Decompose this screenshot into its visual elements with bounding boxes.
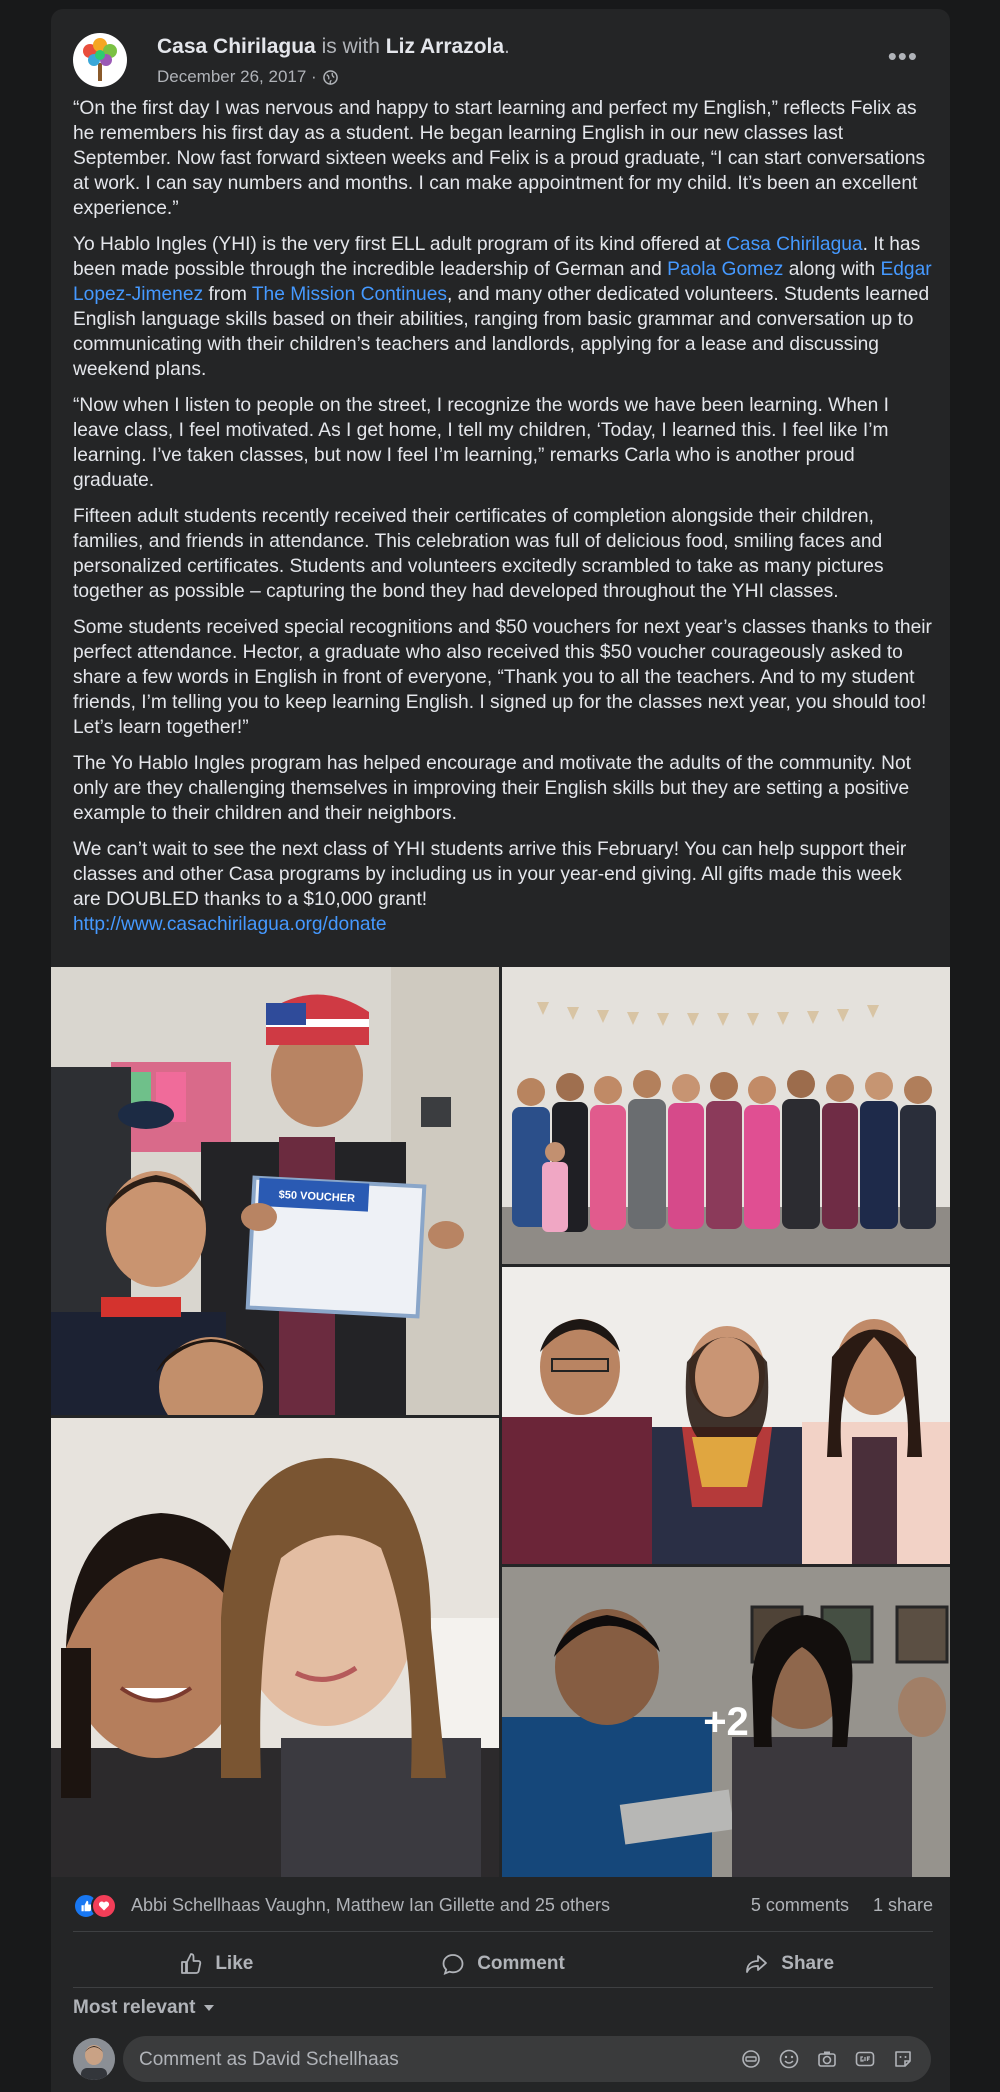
link-edgar-lopez-jimenez[interactable]: Edgar Lopez-Jimenez: [73, 259, 932, 305]
tagged-name[interactable]: Liz Arrazola: [385, 35, 505, 58]
comment-input[interactable]: [123, 2036, 931, 2082]
link-casa-chirilagua[interactable]: Casa Chirilagua: [726, 234, 863, 255]
photo-three-people[interactable]: [502, 1267, 950, 1564]
action-bar: [73, 1937, 933, 1991]
paragraph-3: “Now when I listen to people on the street, I recognize the words we have been learning. When I leave class, I feel motivated. As I get home, I tell my children, ‘Today, I learned this. I feel like I’m learning. I’ve taken classes, but now I feel I’m learning,” remarks Carla who is another proud graduate.: [73, 395, 889, 491]
comments-count[interactable]: 5 comments: [750, 1895, 849, 1915]
emoji-icon[interactable]: [777, 2047, 801, 2071]
photo-group-image: [502, 967, 950, 1264]
link-mission-continues[interactable]: The Mission Continues: [251, 284, 447, 305]
paragraph-1: “On the first day I was nervous and happy to start learning and perfect my English,” reflects Felix as he remembers his first day as a student. He began learning English in our new classes last September. Now fast forward sixteen weeks and Felix is a proud graduate, “I can start conversations at work. I can say numbers and months. I can make appointment for my child. It’s been an excellent experience.”: [73, 98, 926, 219]
comment-sort-dropdown[interactable]: [73, 1997, 215, 2019]
photo-grid: [51, 967, 950, 1877]
post-header: [73, 23, 928, 87]
comment-bubble-icon: [441, 1952, 465, 1976]
love-reaction-icon: [91, 1893, 117, 1919]
photo-three-people-image: [502, 1267, 950, 1564]
likers-text[interactable]: Abbi Schellhaas Vaughn, Matthew Ian Gillette and 25 others: [131, 1895, 610, 1915]
certificate: [248, 1178, 425, 1317]
like-button[interactable]: [73, 1937, 360, 1991]
post-date[interactable]: December 26, 2017 ·: [157, 67, 317, 86]
share-label: Share: [781, 1953, 835, 1974]
camera-icon[interactable]: [815, 2047, 839, 2071]
sort-label: Most relevant: [73, 1997, 196, 2018]
more-photos-count[interactable]: +2: [502, 1567, 950, 1877]
post-text: [73, 96, 933, 948]
caret-down-icon: [203, 2004, 215, 2012]
link-paola-gomez[interactable]: Paola Gomez: [667, 259, 784, 280]
voucher-label: $50 VOUCHER: [278, 1188, 356, 1205]
author-line: Casa Chirilagua is with Liz Arrazola.: [157, 35, 510, 58]
divider: [73, 1931, 933, 1932]
more-options-icon[interactable]: •••: [887, 41, 918, 71]
user-avatar-image: [73, 2038, 115, 2080]
tree-logo-icon: [73, 33, 127, 87]
photo-certificate-image: [51, 967, 499, 1415]
share-arrow-icon: [745, 1952, 769, 1976]
gif-icon[interactable]: [853, 2047, 877, 2071]
page-avatar[interactable]: [73, 33, 127, 87]
photo-two-women-image: [51, 1418, 499, 1877]
share-button[interactable]: [646, 1937, 933, 1991]
photo-more[interactable]: [502, 1567, 950, 1877]
avatar-sticker-icon[interactable]: [739, 2047, 763, 2071]
author-name[interactable]: Casa Chirilagua: [157, 35, 316, 58]
comment-composer: [73, 2034, 933, 2082]
photo-group[interactable]: [502, 967, 950, 1264]
thumbs-up-icon: [179, 1952, 203, 1976]
paragraph-2: Yo Hablo Ingles (YHI) is the very first ELL adult program of its kind offered at Casa Chirilagua. It has been made possible through the incredible leadership of German and Paola Gomez along with Edgar Lopez-Jimenez from The Mission Continues, and many other dedicated volunteers. Students learned English language skills based on their abilities, ranging from basic grammar and conversation up to communicating with their children’s teachers and landlords, applying for a lease and discussing weekend plans.: [73, 234, 932, 380]
photo-two-women[interactable]: [51, 1418, 499, 1877]
composer-icons: [739, 2047, 915, 2071]
paragraph-6: The Yo Hablo Ingles program has helped encourage and motivate the adults of the community. Not only are they challenging themselves in improving their English skills but they are setting a positive example to their children and their neighbors.: [73, 753, 912, 824]
post-meta: [157, 67, 338, 87]
globe-icon: [323, 70, 338, 85]
divider: [73, 1987, 933, 1988]
paragraph-4: Fifteen adult students recently received their certificates of completion alongside their children, families, and friends in attendance. This celebration was full of delicious food, smiling faces and personalized certificates. Students and volunteers excitedly scrambled to take as many pictures together as possible – capturing the bond they had developed throughout the YHI classes.: [73, 506, 884, 602]
like-label: Like: [215, 1953, 254, 1974]
donate-link[interactable]: http://www.casachirilagua.org/donate: [73, 914, 387, 935]
comment-placeholder: Comment as David Schellhaas: [139, 2049, 399, 2070]
shares-count[interactable]: 1 share: [872, 1895, 933, 1915]
reaction-icons[interactable]: [73, 1893, 117, 1917]
with-text: is with: [321, 35, 380, 58]
post-card: [51, 9, 950, 2092]
comment-label: Comment: [477, 1953, 565, 1974]
paragraph-7: We can’t wait to see the next class of YHI students arrive this February! You can help support their classes and other Casa programs by including us in your year-end giving. All gifts made this week are DOUBLED thanks to a $10,000 grant! http://www.casachirilagua.org/donate: [73, 839, 907, 935]
avatar[interactable]: [73, 2038, 115, 2080]
reactions-summary: [73, 1887, 933, 1923]
paragraph-5: Some students received special recognitions and $50 vouchers for next year’s classes thanks to their perfect attendance. Hector, a graduate who also received this $50 voucher courageously asked to share a few words in English in front of everyone, “Thank you to all the teachers. And to my student friends, I’m telling you to keep learning English. I signed up for the classes next year, you should too! Let’s learn together!”: [73, 617, 932, 738]
photo-certificate[interactable]: [51, 967, 499, 1415]
sticker-icon[interactable]: [891, 2047, 915, 2071]
comment-button[interactable]: [360, 1937, 647, 1991]
engagement-counts: [751, 1895, 933, 1916]
